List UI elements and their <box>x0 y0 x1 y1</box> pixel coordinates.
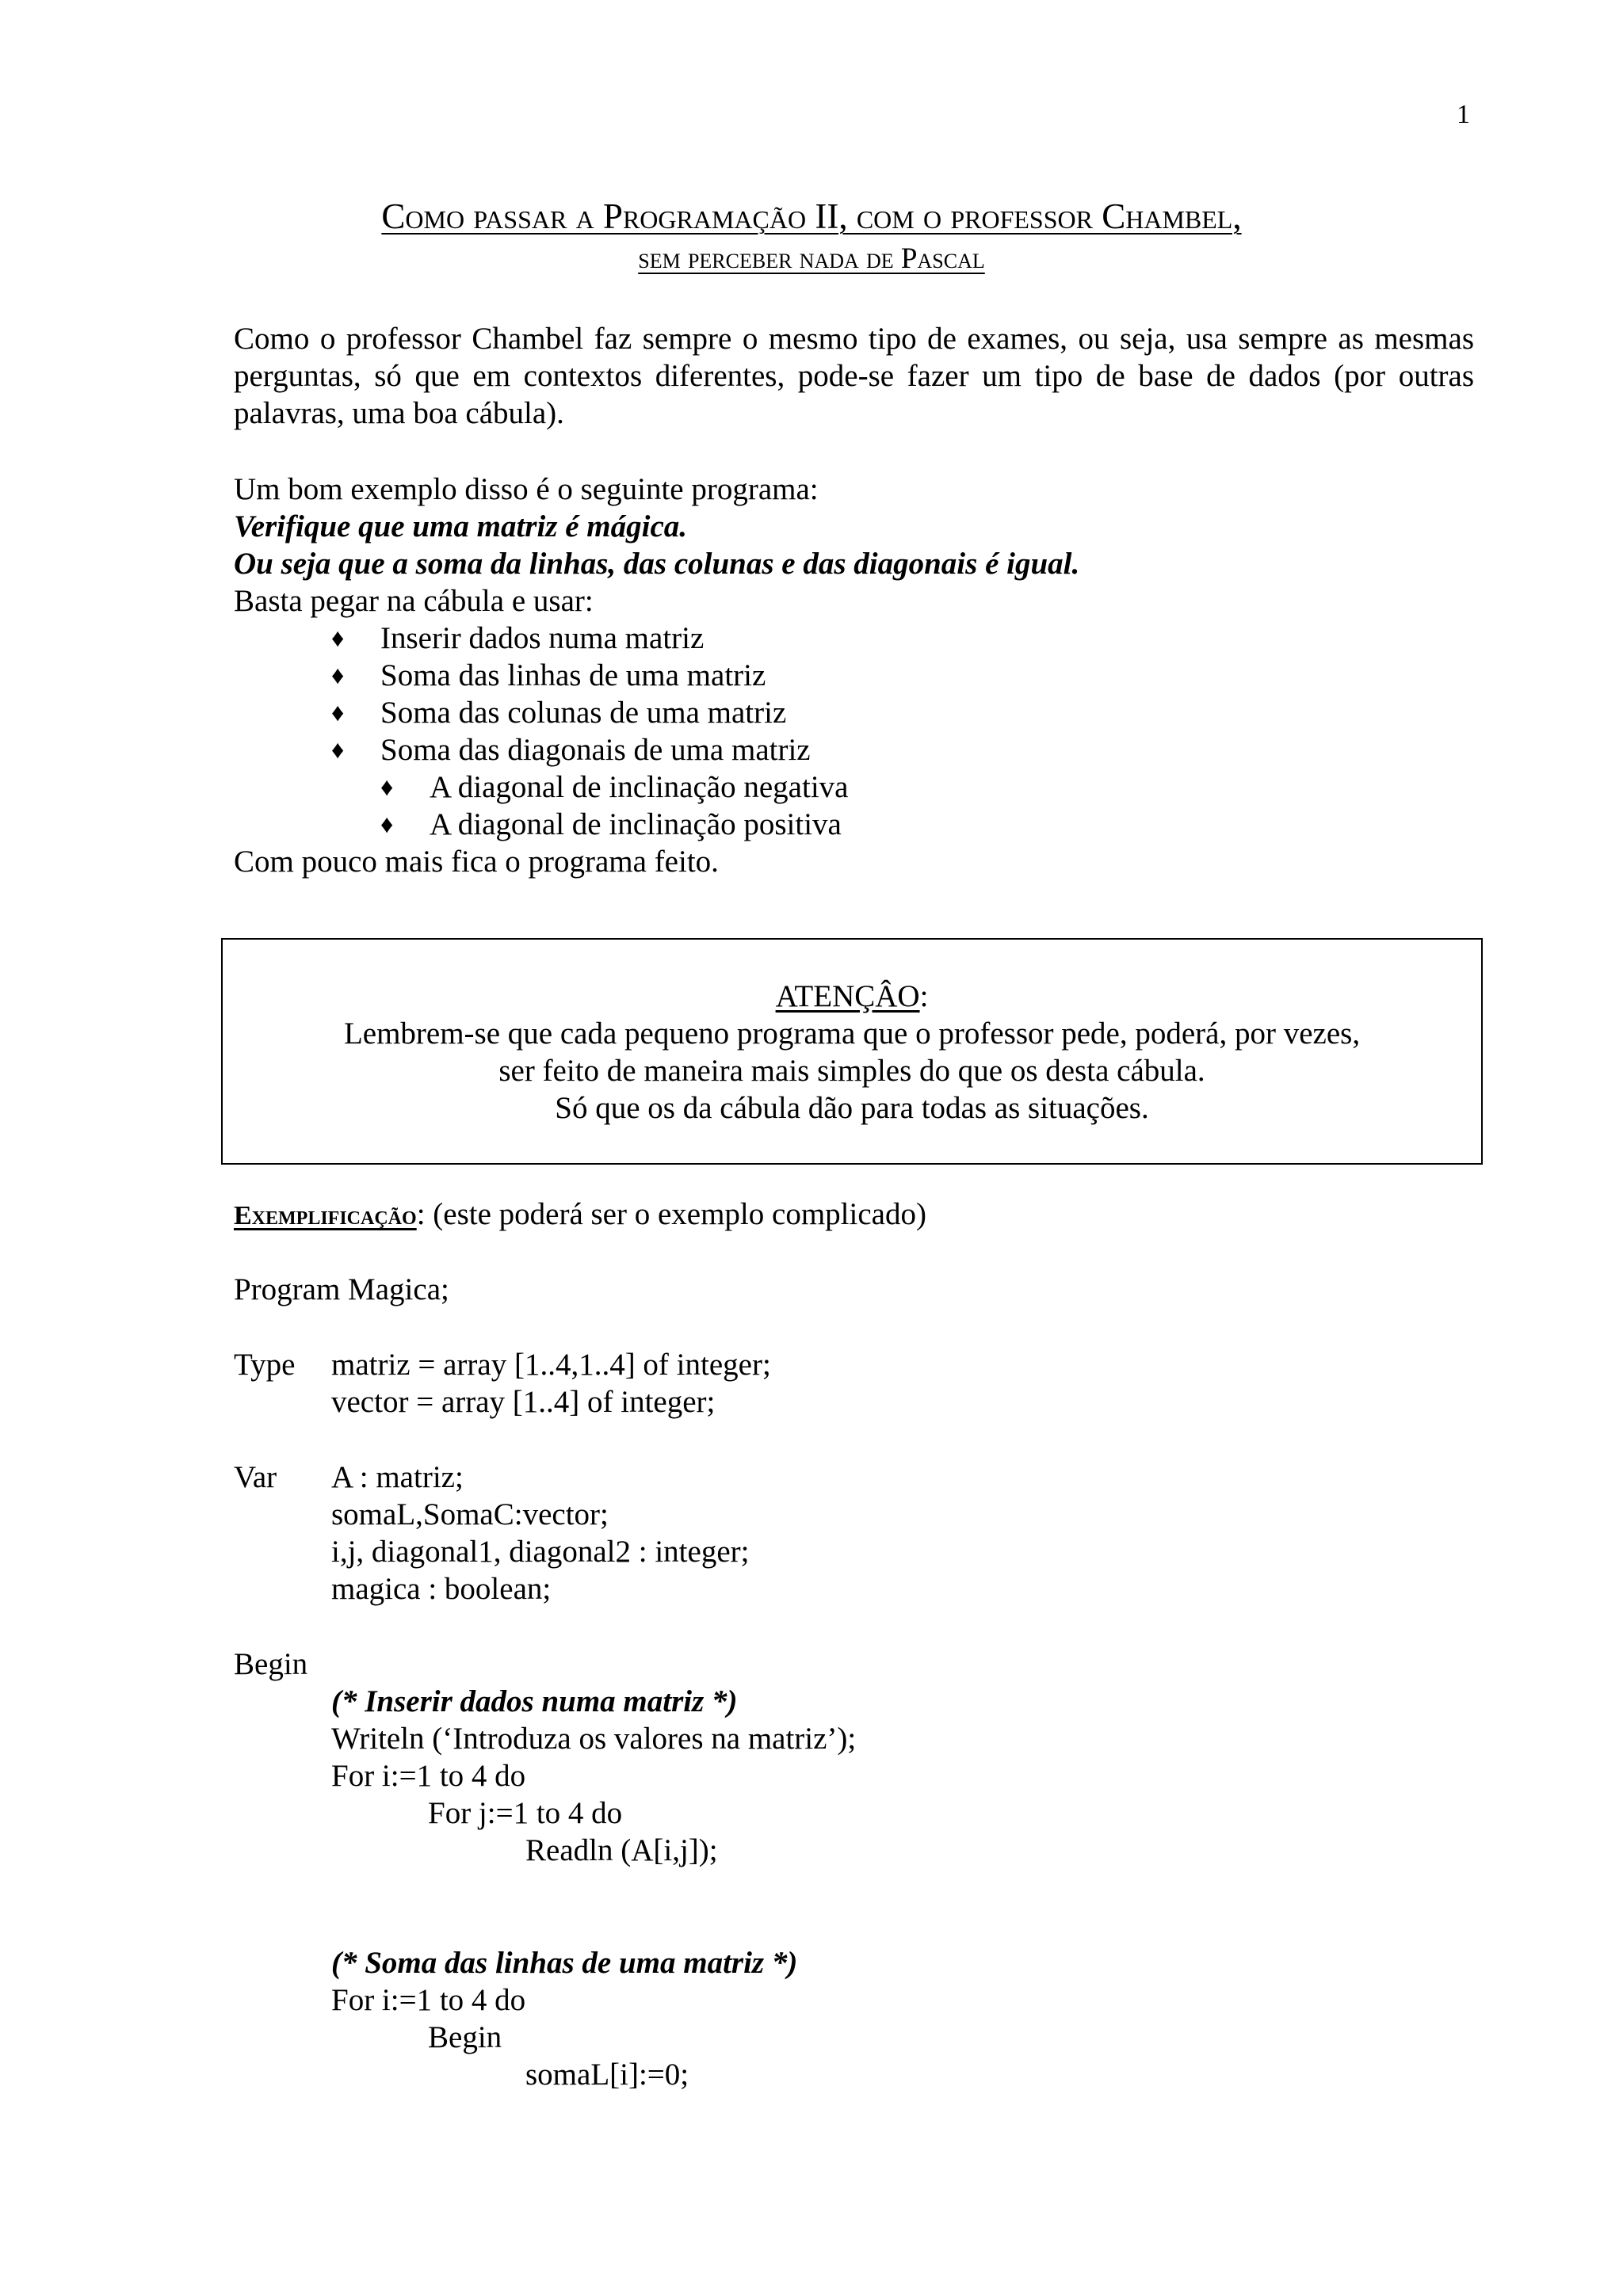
list-item: ♦ Soma das colunas de uma matriz <box>331 696 787 730</box>
code-type-line-1: matriz = array [1..4,1..4] of integer; <box>331 1348 771 1382</box>
code-readln: Readln (A[i,j]); <box>525 1833 718 1867</box>
example-intro: Um bom exemplo disso é o seguinte programa: <box>234 472 819 506</box>
attention-line-3: Só que os da cábula dão para todas as situações. <box>555 1091 1149 1125</box>
sub-list-item: ♦ A diagonal de inclinação negativa <box>380 770 849 804</box>
code-comment-1: (* Inserir dados numa matriz *) <box>331 1684 738 1718</box>
intro-paragraph: Como o professor Chambel faz sempre o mesmo tipo de exames, ou seja, usa sempre as mesmas perguntas, só que em contextos diferentes, pode-se fazer um tipo de base de dados (por outras palavras, uma boa cábula). <box>234 322 1474 430</box>
code-for-i-2: For i:=1 to 4 do <box>331 1983 526 2017</box>
attention-heading-line <box>223 978 1481 1015</box>
code-for-j: For j:=1 to 4 do <box>428 1796 623 1830</box>
page-number: 1 <box>1457 100 1470 129</box>
code-somaL-init: somaL[i]:=0; <box>525 2058 689 2092</box>
list-item: ♦ Inserir dados numa matriz <box>331 621 705 655</box>
code-for-i: For i:=1 to 4 do <box>331 1759 526 1793</box>
closing-line: Com pouco mais fica o programa feito. <box>234 845 719 879</box>
attention-heading: ATENÇÂO <box>775 979 920 1013</box>
diamond-bullet-icon: ♦ <box>331 698 345 727</box>
code-program-line: Program Magica; <box>234 1272 449 1306</box>
exemplificacao-line <box>234 1196 926 1234</box>
attention-line-2: ser feito de maneira mais simples do que os desta cábula. <box>498 1054 1205 1088</box>
diamond-bullet-icon: ♦ <box>331 735 345 764</box>
attention-line-1: Lembrem-se que cada pequeno programa que o professor pede, poderá, por vezes, <box>343 1016 1361 1051</box>
diamond-bullet-icon: ♦ <box>380 810 394 838</box>
list-item: ♦ Soma das diagonais de uma matriz <box>331 733 811 767</box>
attention-colon: : <box>919 979 929 1013</box>
bullet-list <box>234 620 1474 843</box>
code-var-line-4: magica : boolean; <box>331 1572 552 1606</box>
exemplificacao-label: Exemplificação <box>234 1201 417 1230</box>
code-var-line-3: i,j, diagonal1, diagonal2 : integer; <box>331 1535 750 1569</box>
code-writeln: Writeln (‘Introduza os valores na matriz’); <box>331 1722 857 1756</box>
code-type-keyword: Type <box>234 1348 296 1382</box>
code-var-line-2: somaL,SomaC:vector; <box>331 1497 609 1531</box>
document-title: Como passar a Programação II, com o professor Chambel, <box>381 196 1242 236</box>
code-var-line-1: A : matriz; <box>331 1460 464 1494</box>
code-type-line-2: vector = array [1..4] of integer; <box>331 1385 716 1419</box>
attention-box <box>221 938 1483 1165</box>
task-line-1: Verifique que uma matriz é mágica. <box>234 509 688 543</box>
exemplificacao-text: : (este poderá ser o exemplo complicado) <box>416 1197 926 1231</box>
diamond-bullet-icon: ♦ <box>380 772 394 801</box>
code-var-keyword: Var <box>234 1460 277 1494</box>
document-subtitle: sem perceber nada de Pascal <box>638 242 985 275</box>
code-begin: Begin <box>234 1647 308 1681</box>
diamond-bullet-icon: ♦ <box>331 661 345 689</box>
list-item: ♦ Soma das linhas de uma matriz <box>331 658 766 692</box>
diamond-bullet-icon: ♦ <box>331 624 345 652</box>
code-begin-2: Begin <box>428 2020 502 2054</box>
example-section <box>234 471 1474 880</box>
basta-line: Basta pegar na cábula e usar: <box>234 584 594 618</box>
sub-list-item: ♦ A diagonal de inclinação positiva <box>380 807 842 841</box>
task-line-2: Ou seja que a soma da linhas, das colunas e das diagonais é igual. <box>234 547 1080 581</box>
code-comment-2: (* Soma das linhas de uma matriz *) <box>331 1946 798 1980</box>
